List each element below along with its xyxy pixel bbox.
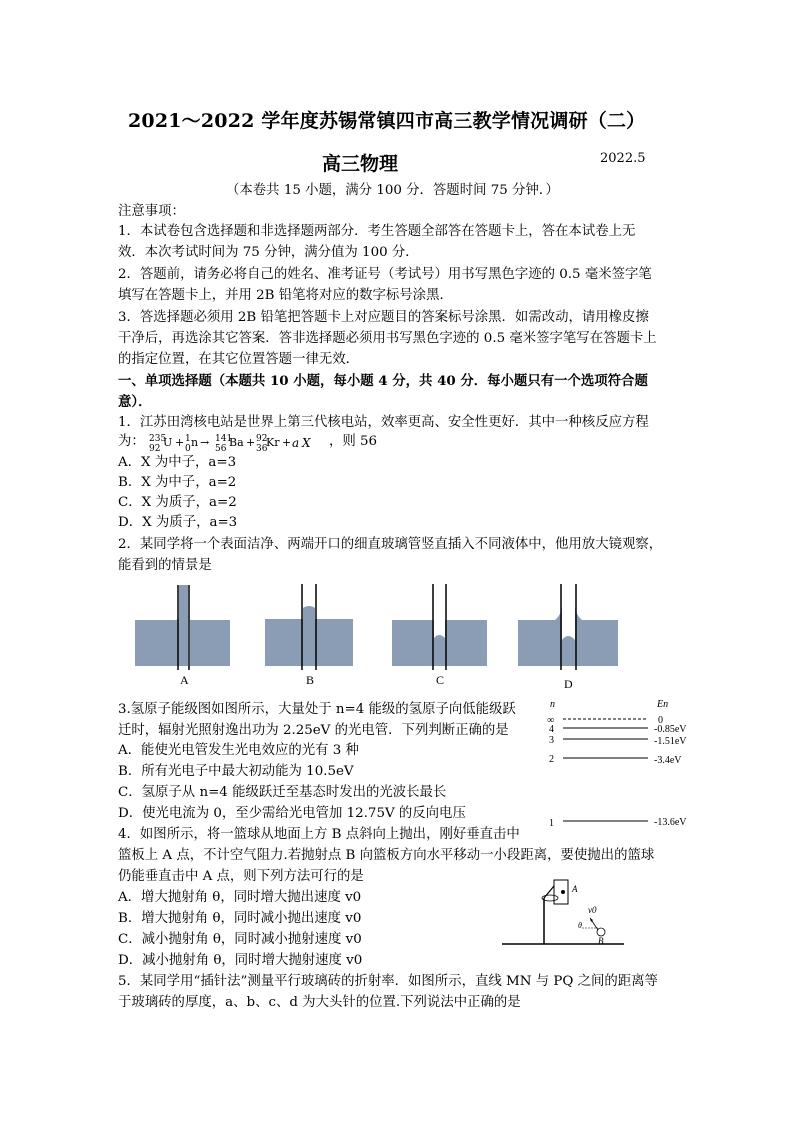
particle-x: X (302, 435, 311, 450)
basketball (597, 928, 605, 936)
level-4-n: 4 (549, 724, 554, 735)
q3-stem-line-1: 3.氢原子能级图如图所示，大量处于 n=4 能级的氢原子向低能级跃 (118, 702, 516, 717)
q2-stem-line-1: 2．某同学将一个表面洁净、两端开口的细直玻璃管竖直插入不同液体中，他用放大镜观察， (118, 537, 663, 552)
q1-stem-line-1: 1．江苏田湾核电站是世界上第三代核电站，效率更高、安全性更好．其中一种核反应方程 (118, 415, 649, 430)
note-2-line-2: 填写在答题卡上，并用 2B 铅笔将对应的数字标号涂黑． (118, 288, 453, 303)
u-num: 92 (149, 443, 161, 454)
point-b-label: B (598, 936, 604, 946)
subject-title: 高三物理 (322, 153, 399, 175)
note-3-line-2: 干净后，再选涂其它答案．答非选择题必须用书写黑色字迹的 0.5 毫米签字笔写在答题卡上 (118, 331, 657, 346)
label-d: D (564, 677, 573, 690)
basketball-figure (498, 876, 628, 948)
n-symbol: n (191, 435, 199, 449)
note-3-line-3: 的指定位置，在其它位置答题一律无效． (118, 352, 360, 367)
q2-stem-line-2: 能看到的情景是 (118, 558, 212, 573)
notes-heading: 注意事项： (118, 204, 185, 219)
q4-option-b: B．增大抛射角 θ，同时减小抛出速度 v0 (118, 911, 362, 926)
level-2-n: 2 (549, 754, 554, 765)
q5-stem-line-2: 于玻璃砖的厚度，a、b、c、d 为大头针的位置.下列说法中正确的是 (118, 995, 521, 1010)
kr-symbol: Kr (266, 435, 280, 449)
capillary-option-b (265, 584, 353, 670)
hoop-arm (544, 886, 554, 898)
q5-stem-line-1: 5．某同学用“插针法”测量平行玻璃砖的折射率．如图所示，直线 MN 与 PQ 之间的距离等 (118, 974, 658, 989)
section-1-heading-line-1: 一、单项选择题（本题共 10 小题，每小题 4 分，共 40 分．每小题只有一个选项符合题 (118, 373, 648, 389)
coefficient-a: a (292, 435, 300, 450)
v0-label: v0 (588, 905, 597, 915)
exam-date: 2022.5 (600, 151, 646, 166)
capillary-option-a (135, 585, 230, 670)
plus-2: + (246, 435, 256, 449)
arrow: → (200, 435, 210, 449)
point-a-label: A (572, 884, 578, 894)
q1-option-a: A．X 为中子，a=3 (118, 455, 237, 470)
q3-option-d: D．使光电流为 0，至少需给光电管加 12.75V 的反向电压 (118, 806, 466, 821)
kr-num: 36 (256, 443, 268, 454)
note-2-line-1: 2．答题前，请务必将自己的姓名、准考证号（考试号）用书写黑色字迹的 0.5 毫米签字笔 (118, 267, 652, 282)
level-2-e: -3.4eV (654, 755, 682, 766)
q1-option-c: C．X 为质子，a=2 (118, 495, 237, 510)
q4-stem-line-2: 篮板上 A 点，不计空气阻力.若抛射点 B 向篮板方向水平移动一小段距离，要使抛出的篮球 (118, 848, 655, 863)
q1-option-b: B．X 为中子，a=2 (118, 475, 237, 490)
section-1-heading-line-2: 意）． (118, 394, 152, 410)
q4-option-d: D．减小抛射角 θ，同时增大抛射速度 v0 (118, 953, 363, 968)
q4-option-a: A．增大抛射角 θ，同时增大抛出速度 v0 (118, 890, 362, 905)
q1-suffix: ，则 56 (329, 434, 378, 449)
label-b: B (306, 673, 315, 687)
page-title: 2021～2022 学年度苏锡常镇四市高三教学情况调研（二） (128, 110, 646, 132)
q3-stem-line-2: 迁时，辐射光照射逸出功为 2.25eV 的光电管．下列判断正确的是 (118, 723, 509, 738)
label-a: A (180, 673, 189, 687)
n-mass: 1 (185, 433, 191, 444)
kr-mass: 92 (256, 433, 268, 444)
q3-option-a: A．能使光电管发生光电效应的光有 3 种 (118, 743, 359, 758)
u-mass: 235 (149, 433, 167, 444)
label-c: C (436, 673, 445, 687)
ba-symbol: Ba (229, 435, 244, 449)
ba-num: 56 (215, 443, 227, 454)
u-symbol: U (163, 435, 173, 449)
n-num: 0 (185, 443, 191, 454)
level-4-e: -0.85eV (654, 724, 687, 735)
q3-option-c: C．氢原子从 n=4 能级跃迁至基态时发出的光波长最长 (118, 785, 447, 800)
level-3-n: 3 (549, 735, 554, 746)
plus-1: + (175, 435, 185, 449)
q4-option-c: C．减小抛射角 θ，同时减小抛射速度 v0 (118, 932, 362, 947)
point-a-dot (561, 890, 565, 894)
theta-label: θ (578, 921, 582, 930)
plus-3: + (282, 435, 292, 449)
level-1-e: -13.6eV (654, 817, 687, 828)
ba-mass: 141 (215, 433, 233, 444)
q4-stem-line-1: 4．如图所示，将一篮球从地面上方 B 点斜向上抛出，刚好垂直击中 (118, 827, 520, 842)
capillary-option-c (392, 584, 487, 670)
q1-option-d: D．X 为质子，a=3 (118, 515, 238, 530)
exam-summary: （本卷共 15 小题，满分 100 分．答题时间 75 分钟．） (226, 183, 559, 198)
q4-stem-line-3: 仍能垂直击中 A 点，则下列方法可行的是 (118, 869, 364, 884)
q1-prefix: 为： (118, 434, 145, 449)
n-axis-label: n (550, 699, 555, 710)
level-3-e: -1.51eV (654, 736, 687, 747)
capillary-figure (130, 580, 650, 690)
q3-option-b: B．所有光电子中最大初动能为 10.5eV (118, 764, 354, 779)
note-1-line-2: 效．本次考试时间为 75 分钟，满分值为 100 分． (118, 245, 419, 260)
energy-level-diagram (540, 696, 700, 832)
level-inf-e: 0 (658, 715, 663, 726)
capillary-option-d (518, 584, 618, 670)
note-1-line-1: 1．本试卷包含选择题和非选择题两部分．考生答题全部答在答题卡上，答在本试卷上无 (118, 224, 636, 239)
level-inf-n: ∞ (547, 715, 555, 726)
energy-axis-label: En (657, 699, 669, 710)
level-1-n: 1 (549, 818, 554, 829)
note-3-line-1: 3．答选择题必须用 2B 铅笔把答题卡上对应题目的答案标号涂黑．如需改动，请用橡皮擦 (118, 310, 649, 325)
